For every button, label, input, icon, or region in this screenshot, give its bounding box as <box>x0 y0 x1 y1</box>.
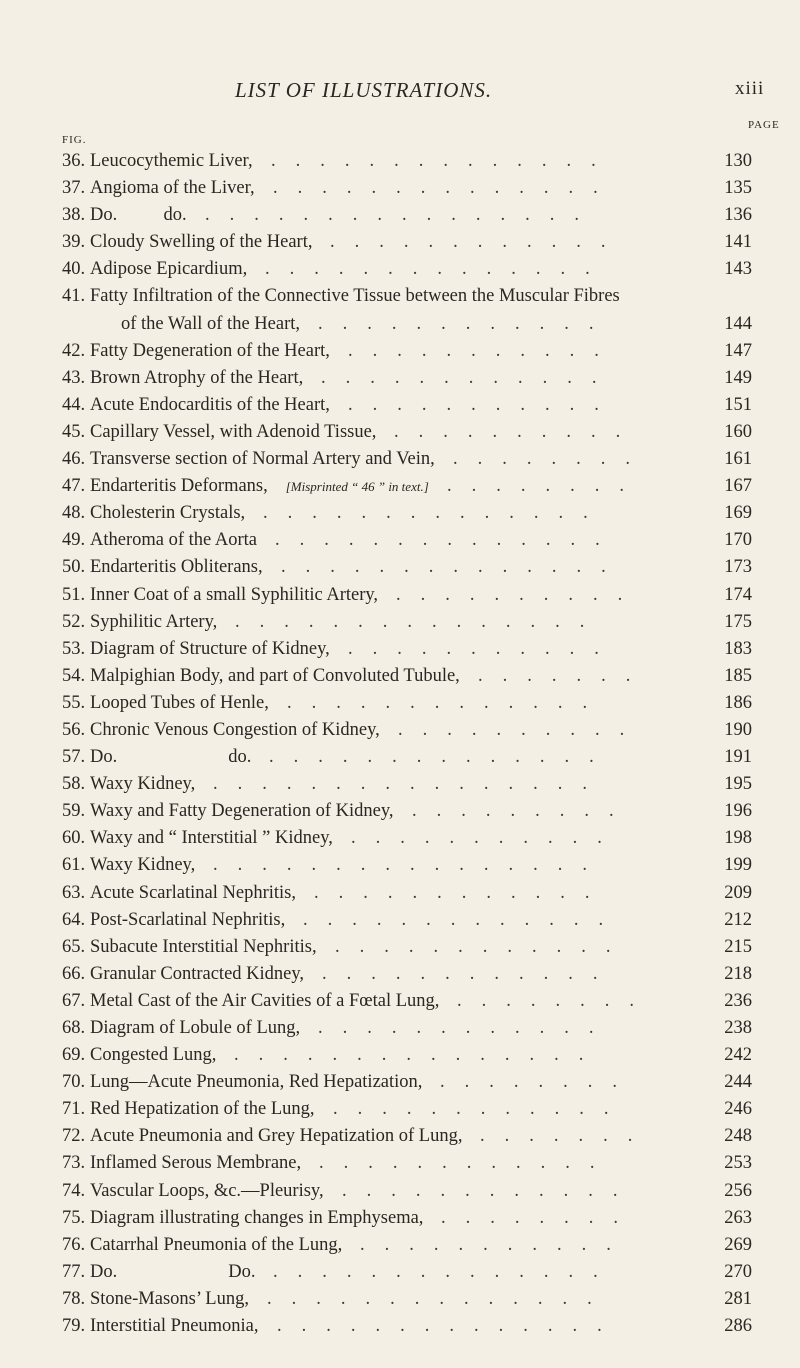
page-ref: 130 <box>724 151 752 171</box>
figure-title <box>90 1015 300 1042</box>
list-item <box>62 419 752 446</box>
figure-title-text: Inner Coat of a small Syphilitic Artery, <box>90 584 379 605</box>
page-ref: 183 <box>724 638 752 659</box>
dot-leader: ............ <box>319 1153 615 1174</box>
figure-number: 47. <box>62 476 86 497</box>
list-item <box>62 825 752 852</box>
list-item <box>62 1313 752 1340</box>
figure-title <box>90 934 317 961</box>
figure-title-text: Diagram of Structure of Kidney, <box>90 638 330 659</box>
figure-title-text: Cholesterin Crystals, <box>90 503 246 524</box>
figure-number: 79. <box>62 1316 86 1337</box>
list-item <box>62 1123 752 1150</box>
figure-title <box>90 148 253 175</box>
list-item <box>62 500 752 527</box>
list-item <box>62 636 752 663</box>
dot-leader: ............ <box>322 963 618 984</box>
list-item <box>62 1259 752 1286</box>
figure-title <box>90 1313 259 1340</box>
page-ref: 248 <box>724 1126 752 1147</box>
list-item <box>62 609 752 636</box>
figure-title <box>121 311 300 338</box>
figure-title-text: Brown Atrophy of the Heart, <box>90 367 304 388</box>
figure-title <box>90 419 376 446</box>
dot-leader: .............. <box>277 1316 622 1337</box>
list-item <box>62 1205 752 1232</box>
page-ref: 246 <box>724 1099 752 1120</box>
figure-title <box>90 365 303 392</box>
dot-leader: ........... <box>351 828 622 849</box>
dot-leader: ............ <box>314 882 610 903</box>
page-ref: 215 <box>724 936 752 957</box>
figure-number: 67. <box>62 990 86 1011</box>
page-ref: 209 <box>724 882 752 903</box>
page-ref: 212 <box>724 909 752 930</box>
figure-number: 75. <box>62 1207 86 1228</box>
page-ref: 269 <box>724 1234 752 1255</box>
figure-title-text: Do. do. <box>90 747 252 768</box>
figure-title <box>90 1042 216 1069</box>
figure-title-text: Inflamed Serous Membrane, <box>90 1153 302 1174</box>
list-item <box>62 202 752 229</box>
page-ref: 244 <box>724 1072 752 1093</box>
figure-title-text: Angioma of the Liver, <box>90 178 255 199</box>
page-ref: 169 <box>724 503 752 524</box>
dot-leader: ............ <box>321 367 617 388</box>
misprint-note: [Misprinted “ 46 ” in text.] <box>285 479 429 495</box>
figure-title-text: of the Wall of the Heart, <box>121 313 300 334</box>
figure-title-text: Acute Scarlatinal Nephritis, <box>90 882 297 903</box>
list-item <box>62 1286 752 1313</box>
figure-number: 52. <box>62 611 86 632</box>
figure-title-text: Granular Contracted Kidney, <box>90 963 305 984</box>
dot-leader: ........... <box>348 340 619 361</box>
figure-title <box>90 500 245 527</box>
figure-title <box>90 961 304 988</box>
dot-leader: ........ <box>447 476 644 497</box>
figure-title <box>90 202 187 229</box>
page-ref: 190 <box>724 719 752 740</box>
figure-number: 36. <box>62 151 86 171</box>
page-ref: 136 <box>724 205 752 226</box>
list-item <box>62 256 752 283</box>
figure-number: 70. <box>62 1072 86 1093</box>
figure-title-text: Vascular Loops, &c.—Pleurisy, <box>90 1180 324 1201</box>
figure-number: 78. <box>62 1288 86 1309</box>
page-ref: 253 <box>724 1153 752 1174</box>
page-ref: 147 <box>724 340 752 361</box>
list-item <box>62 907 752 934</box>
figure-number: 44. <box>62 394 86 415</box>
figure-title-text: Diagram illustrating changes in Emphysema, <box>90 1207 424 1228</box>
figure-title <box>90 988 439 1015</box>
figure-number: 59. <box>62 801 86 822</box>
figure-number: 37. <box>62 178 86 199</box>
page-ref: 141 <box>724 232 752 253</box>
page-column-header: PAGE <box>748 119 780 131</box>
dot-leader: ........ <box>441 1207 638 1228</box>
figure-number: 46. <box>62 449 86 470</box>
dot-leader: .............. <box>263 503 608 524</box>
figure-title-text: Do. Do. <box>90 1261 256 1282</box>
figure-number: 73. <box>62 1153 86 1174</box>
figure-number: 77. <box>62 1261 86 1282</box>
figure-number: 57. <box>62 747 86 768</box>
figure-title-text: Malpighian Body, and part of Convoluted Tubule, <box>90 665 460 686</box>
list-item <box>62 148 752 175</box>
dot-leader: ........ <box>453 449 650 470</box>
figure-title <box>90 1259 255 1286</box>
figure-title-text: Acute Endocarditis of the Heart, <box>90 394 330 415</box>
dot-leader: ................ <box>213 774 607 795</box>
list-item <box>62 283 752 310</box>
figure-number: 66. <box>62 963 86 984</box>
dot-leader: ........ <box>457 990 654 1011</box>
figure-title <box>90 527 257 554</box>
figure-number: 49. <box>62 530 86 551</box>
dot-leader: ........... <box>360 1234 631 1255</box>
figure-number: 41. <box>62 286 86 307</box>
figure-title-text: Capillary Vessel, with Adenoid Tissue, <box>90 421 377 442</box>
page-ref: 242 <box>724 1045 752 1066</box>
figure-title-text: Transverse section of Normal Artery and Vein, <box>90 449 435 470</box>
running-head-title: LIST OF ILLUSTRATIONS. <box>235 78 493 102</box>
page-ref: 199 <box>724 855 752 876</box>
figure-number: 54. <box>62 665 86 686</box>
page-ref: 185 <box>724 665 752 686</box>
figure-title <box>90 1286 249 1313</box>
figure-title <box>90 1178 324 1205</box>
figure-title-text: Waxy Kidney, <box>90 855 196 876</box>
figure-title-text: Fatty Infiltration of the Connective Tissue between the Muscular Fibres <box>90 286 620 307</box>
figure-number: 50. <box>62 557 86 578</box>
dot-leader: ....... <box>480 1126 653 1147</box>
page-ref: 238 <box>724 1018 752 1038</box>
list-item <box>62 1042 752 1069</box>
figure-title-text: Leucocythemic Liver, <box>90 151 253 171</box>
dot-leader: ........... <box>348 638 619 659</box>
list-item <box>62 852 752 879</box>
page-ref: 286 <box>724 1316 752 1337</box>
list-item <box>62 338 752 365</box>
list-item <box>62 175 752 202</box>
list-item <box>62 1015 752 1042</box>
list-item <box>62 717 752 744</box>
page-ref: 167 <box>724 476 752 497</box>
page-ref: 195 <box>724 774 752 795</box>
page-ref: 281 <box>724 1288 752 1309</box>
figure-title-text: Chronic Venous Congestion of Kidney, <box>90 719 380 740</box>
figure-number: 69. <box>62 1045 86 1066</box>
figure-title <box>90 554 263 581</box>
figure-title <box>90 392 330 419</box>
figure-number: 56. <box>62 719 86 740</box>
list-item <box>62 663 752 690</box>
figure-title <box>90 1123 462 1150</box>
figure-title-text: Stone-Masons’ Lung, <box>90 1288 249 1309</box>
figure-title-text: Looped Tubes of Henle, <box>90 692 269 713</box>
figure-title-text: Diagram of Lobule of Lung, <box>90 1018 301 1038</box>
figure-title-text: Waxy and “ Interstitial ” Kidney, <box>90 828 333 849</box>
figure-number: 55. <box>62 692 86 713</box>
figure-number: 40. <box>62 259 86 280</box>
figure-title <box>90 582 378 609</box>
list-item <box>62 229 752 256</box>
figure-number: 76. <box>62 1234 86 1255</box>
figure-number: 39. <box>62 232 86 253</box>
figure-title <box>90 825 333 852</box>
list-item <box>62 392 752 419</box>
figure-number: 72. <box>62 1126 86 1147</box>
figure-title <box>90 283 620 310</box>
page-ref: 198 <box>724 828 752 849</box>
dot-leader: ............ <box>330 232 626 253</box>
figure-title <box>90 338 330 365</box>
page-ref: 196 <box>724 801 752 822</box>
dot-leader: ........... <box>348 394 619 415</box>
figure-title <box>90 446 435 473</box>
figure-title-text: Red Hepatization of the Lung, <box>90 1099 315 1120</box>
dot-leader: ............ <box>335 936 631 957</box>
page-ref: 149 <box>724 367 752 388</box>
list-item <box>62 1178 752 1205</box>
dot-leader: .............. <box>281 557 626 578</box>
page-ref: 186 <box>724 692 752 713</box>
dot-leader: .............. <box>275 530 620 551</box>
figure-title-text: Syphilitic Artery, <box>90 611 218 632</box>
figure-title-text: Lung—Acute Pneumonia, Red Hepatization, <box>90 1072 423 1093</box>
figure-title-text: Adipose Epicardium, <box>90 259 248 280</box>
page-ref: 218 <box>724 963 752 984</box>
list-item <box>62 771 752 798</box>
figure-title <box>90 798 394 825</box>
figure-number: 51. <box>62 584 86 605</box>
dot-leader: ................ <box>213 855 607 876</box>
list-item <box>62 311 752 338</box>
figure-number: 58. <box>62 774 86 795</box>
figure-title <box>90 852 195 879</box>
list-item <box>62 744 752 771</box>
dot-leader: ............ <box>333 1099 629 1120</box>
page-ref: 160 <box>724 421 752 442</box>
page-ref: 170 <box>724 530 752 551</box>
figure-title <box>90 473 429 500</box>
figure-title-text: Subacute Interstitial Nephritis, <box>90 936 317 957</box>
list-item <box>62 1069 752 1096</box>
figure-title <box>90 663 460 690</box>
dot-leader: .......... <box>396 584 643 605</box>
page-ref: 135 <box>724 178 752 199</box>
figure-title <box>90 609 217 636</box>
figure-number: 60. <box>62 828 86 849</box>
list-item <box>62 527 752 554</box>
dot-leader: ............ <box>318 313 614 334</box>
figure-title <box>90 880 296 907</box>
figure-title <box>90 229 312 256</box>
list-item <box>62 473 752 500</box>
dot-leader: .......... <box>394 421 641 442</box>
page-ref: 143 <box>724 259 752 280</box>
list-item <box>62 934 752 961</box>
figure-number: 53. <box>62 638 86 659</box>
figure-title <box>90 690 269 717</box>
figure-title <box>90 744 251 771</box>
figure-title <box>90 256 247 283</box>
figure-title <box>90 636 330 663</box>
list-item <box>62 554 752 581</box>
list-item <box>62 446 752 473</box>
figure-title-text: Endarteritis Obliterans, <box>90 557 263 578</box>
figure-title <box>90 1096 315 1123</box>
dot-leader: ......... <box>412 801 634 822</box>
dot-leader: ............ <box>342 1180 638 1201</box>
figure-title-text: Cloudy Swelling of the Heart, <box>90 232 313 253</box>
page-ref: 151 <box>724 394 752 415</box>
figure-title-text: Endarteritis Deformans, <box>90 476 268 497</box>
dot-leader: ............. <box>287 692 608 713</box>
dot-leader: .............. <box>273 1261 618 1282</box>
page-ref: 161 <box>724 449 752 470</box>
figure-number: 48. <box>62 503 86 524</box>
figure-title-text: Waxy and Fatty Degeneration of Kidney, <box>90 801 394 822</box>
figure-column-header: FIG. <box>62 134 87 146</box>
dot-leader: ....... <box>478 665 651 686</box>
page-ref: 174 <box>724 584 752 605</box>
figure-title <box>90 1232 342 1259</box>
figure-title <box>90 907 285 934</box>
dot-leader: ............. <box>303 909 624 930</box>
figure-title <box>90 717 380 744</box>
figure-number: 71. <box>62 1099 86 1120</box>
figure-title <box>90 771 195 798</box>
figure-number: 63. <box>62 882 86 903</box>
figure-number: 43. <box>62 367 86 388</box>
list-item <box>62 880 752 907</box>
figure-number: 61. <box>62 855 86 876</box>
page-ref: 173 <box>724 557 752 578</box>
list-item <box>62 582 752 609</box>
list-item <box>62 1096 752 1123</box>
page-ref: 263 <box>724 1207 752 1228</box>
page-ref: 236 <box>724 990 752 1011</box>
figure-title-text: Waxy Kidney, <box>90 774 196 795</box>
figure-number: 65. <box>62 936 86 957</box>
dot-leader: .............. <box>265 259 610 280</box>
list-item <box>62 988 752 1015</box>
dot-leader: .............. <box>269 747 614 768</box>
figure-number: 42. <box>62 340 86 361</box>
figure-title-text: Interstitial Pneumonia, <box>90 1316 259 1337</box>
figure-title-text: Acute Pneumonia and Grey Hepatization of Lung, <box>90 1126 463 1147</box>
figure-title-text: Metal Cast of the Air Cavities of a Fœtal Lung, <box>90 990 440 1011</box>
figure-title-text: Do. do. <box>90 205 187 226</box>
figure-title <box>90 1205 423 1232</box>
list-item <box>62 798 752 825</box>
figure-number: 74. <box>62 1180 86 1201</box>
dot-leader: ................ <box>205 205 599 226</box>
figure-number: 64. <box>62 909 86 930</box>
page-ref: 175 <box>724 611 752 632</box>
page-ref: 144 <box>724 313 752 334</box>
list-item <box>62 1232 752 1259</box>
figure-title-text: Catarrhal Pneumonia of the Lung, <box>90 1234 343 1255</box>
illustrations-list <box>62 148 752 1340</box>
figure-title-text: Congested Lung, <box>90 1045 217 1066</box>
dot-leader: .............. <box>271 151 616 171</box>
running-head <box>0 78 800 108</box>
figure-title-text: Post-Scarlatinal Nephritis, <box>90 909 286 930</box>
list-item <box>62 690 752 717</box>
dot-leader: .............. <box>267 1288 612 1309</box>
list-item <box>62 961 752 988</box>
dot-leader: .......... <box>398 719 645 740</box>
dot-leader: .............. <box>273 178 618 199</box>
figure-number: 68. <box>62 1018 86 1038</box>
dot-leader: ........ <box>440 1072 637 1093</box>
list-item <box>62 365 752 392</box>
dot-leader: ............ <box>318 1018 614 1038</box>
figure-number: 38. <box>62 205 86 226</box>
figure-title-text: Atheroma of the Aorta <box>90 530 257 551</box>
figure-title <box>90 175 255 202</box>
dot-leader: ............... <box>234 1045 604 1066</box>
dot-leader: ............... <box>235 611 605 632</box>
figure-number: 45. <box>62 421 86 442</box>
figure-title-text: Fatty Degeneration of the Heart, <box>90 340 330 361</box>
figure-title <box>90 1069 422 1096</box>
page-ref: 270 <box>724 1261 752 1282</box>
figure-title <box>90 1150 301 1177</box>
page-number: xiii <box>735 78 765 99</box>
list-item <box>62 1150 752 1177</box>
page-ref: 191 <box>724 747 752 768</box>
page-ref: 256 <box>724 1180 752 1201</box>
